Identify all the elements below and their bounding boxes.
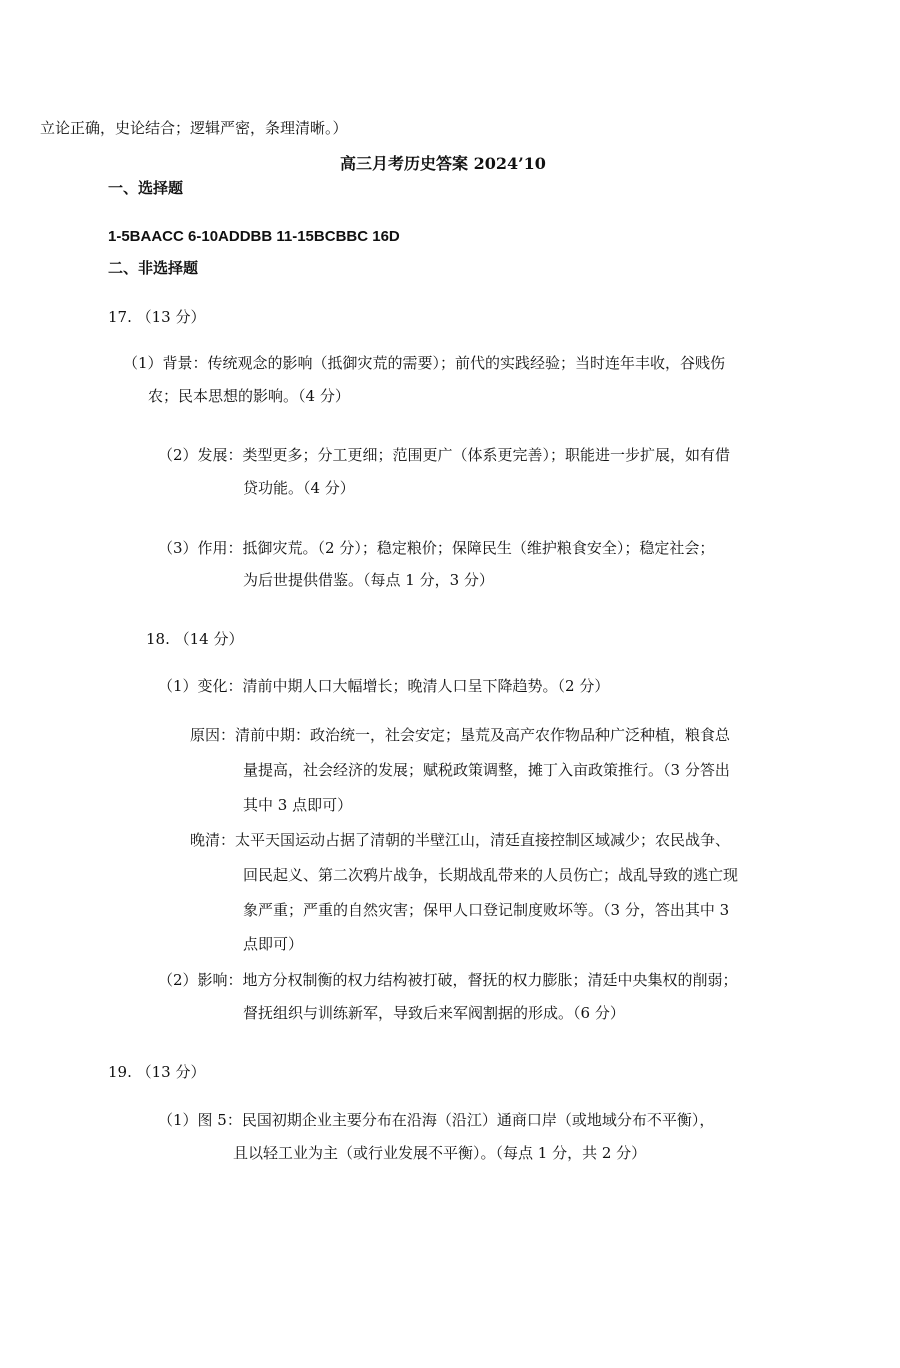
page-title: 高三月考历史答案 2024’10	[340, 154, 546, 173]
q18-header: 18. （14 分）	[146, 630, 244, 648]
section-heading-non-choice: 二、非选择题	[108, 259, 199, 277]
q17-part1-line1: （1）背景：传统观念的影响（抵御灾荒的需要）；前代的实践经验；当时连年丰收，谷贱伤	[123, 354, 726, 372]
q18-cause-line1: 原因：清前中期：政治统一，社会安定；垦荒及高产农作物品种广泛种植，粮食总	[190, 726, 731, 744]
q18-cause-line3: 其中 3 点即可）	[243, 796, 353, 814]
q19-part1-line1: （1）图 5：民国初期企业主要分布在沿海（沿江）通商口岸（或地域分布不平衡），	[158, 1111, 715, 1129]
q18-late-line2: 回民起义、第二次鸦片战争，长期战乱带来的人员伤亡；战乱导致的逃亡现	[243, 866, 739, 884]
q17-part3-line1: （3）作用：抵御灾荒。（2 分）；稳定粮价；保障民生（维护粮食安全）；稳定社会；	[158, 539, 715, 557]
q17-part1-line2: 农；民本思想的影响。（4 分）	[148, 387, 350, 405]
q17-header: 17. （13 分）	[108, 308, 206, 326]
q18-cause-line2: 量提高，社会经济的发展；赋税政策调整，摊丁入亩政策推行。（3 分答出	[243, 761, 730, 779]
q17-part2-line2: 贷功能。（4 分）	[243, 479, 355, 497]
q18-late-line3: 象严重；严重的自然灾害；保甲人口登记制度败坏等。（3 分，答出其中 3	[243, 901, 730, 919]
q18-late-line4: 点即可）	[243, 935, 304, 953]
choice-answers: 1-5BAACC 6-10ADDBB 11-15BCBBC 16D	[108, 228, 400, 245]
q17-part3-line2: 为后世提供借鉴。（每点 1 分，3 分）	[243, 571, 494, 589]
q18-part1-line1: （1）变化：清前中期人口大幅增长；晚清人口呈下降趋势。（2 分）	[158, 677, 610, 695]
q19-part1-line2: 且以轻工业为主（或行业发展不平衡）。（每点 1 分，共 2 分）	[233, 1144, 647, 1162]
q17-part2-line1: （2）发展：类型更多；分工更细；范围更广（体系更完善）；职能进一步扩展，如有借	[158, 446, 731, 464]
section-heading-choice: 一、选择题	[108, 179, 184, 197]
q19-header: 19. （13 分）	[108, 1063, 206, 1081]
q18-part2-line1: （2）影响：地方分权制衡的权力结构被打破，督抚的权力膨胀；清廷中央集权的削弱；	[158, 971, 738, 989]
q18-late-line1: 晚清：太平天国运动占据了清朝的半壁江山，清廷直接控制区域减少；农民战争、	[190, 831, 731, 849]
fragment-text: 立论正确，史论结合；逻辑严密，条理清晰。）	[40, 119, 348, 137]
q18-part2-line2: 督抚组织与训练新军，导致后来军阀割据的形成。（6 分）	[243, 1004, 625, 1022]
